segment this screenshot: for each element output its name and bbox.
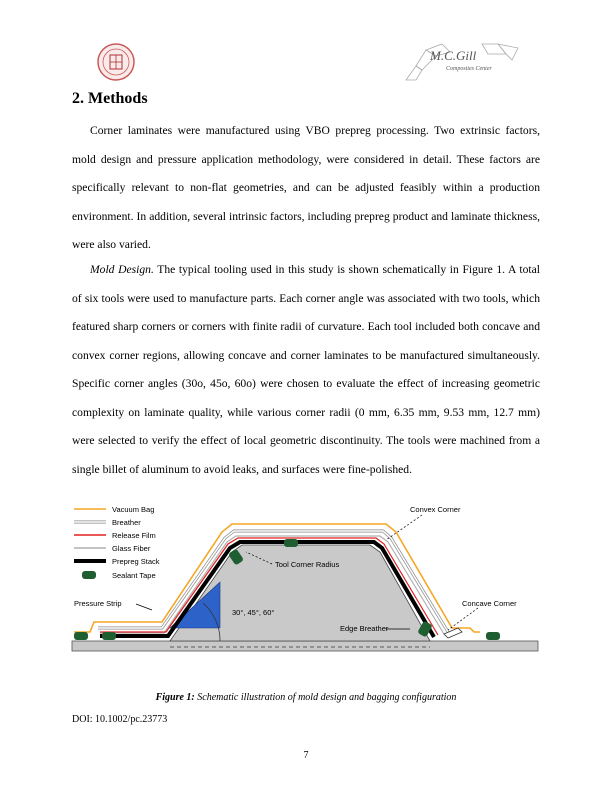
- logo-name-text: M.C.Gill: [430, 48, 477, 63]
- page-number: 7: [303, 750, 309, 761]
- paragraph-methods-intro: Corner laminates were manufactured using VBO prepreg processing. Two extrinsic factors, mold design and pressure application methodology, were considered in detail. These factors are specifically relevant to non-flat geometries, and can be adjusted feasibly within a production environment. In addition, several intrinsic factors, including prepreg product and laminate thickness, were also varied.: [72, 124, 540, 251]
- section-title: 2. Methods: [72, 90, 148, 107]
- university-seal-logo: [96, 42, 136, 82]
- label-corner-angles: 30°, 45°, 60°: [232, 608, 275, 617]
- sealant-tape: [486, 632, 500, 640]
- mold-design-lead: Mold Design.: [90, 263, 154, 276]
- doi-reference: DOI: 10.1002/pc.23773: [72, 714, 168, 725]
- sealant-tape: [102, 632, 116, 640]
- figure-legend: [74, 505, 160, 580]
- label-concave-corner: Concave Corner: [462, 599, 517, 608]
- paragraph-mold-design: [72, 256, 540, 484]
- label-pressure-strip: Pressure Strip: [74, 599, 122, 608]
- mc-gill-composites-logo: [402, 40, 522, 84]
- label-edge-breather: Edge Breather: [340, 624, 389, 633]
- figure-caption-label: Figure 1:: [155, 692, 195, 703]
- mold-design-body: The typical tooling used in this study is shown schematically in Figure 1. A total of six tools were used to manufacture parts. Each corner angle was associated with two tools, which featured sharp corners or corners with finite radii of curvature. Each tool included both concave and convex corner regions, allowing concave and corner laminates to be manufactured simultaneously. Specific corner angles (30o, 45o, 60o) were chosen to evaluate the effect of increasing geometric complexity on laminate quality, while various corner radii (0 mm, 6.35 mm, 9.53 mm, 12.7 mm) were selected to verify the effect of local geometric discontinuity. The tools were machined from a single billet of aluminum to avoid leaks, and surfaces were fine-polished.: [72, 263, 540, 476]
- legend-sealant-tape: Sealant Tape: [112, 571, 156, 580]
- figure-caption-text: Schematic illustration of mold design and bagging configuration: [194, 692, 457, 703]
- label-convex-corner: Convex Corner: [410, 505, 461, 514]
- legend-glass-fiber: Glass Fiber: [112, 544, 151, 553]
- figure-caption: [0, 692, 612, 703]
- sealant-tape: [284, 539, 298, 547]
- logo-subtitle-text: Composites Center: [446, 66, 492, 72]
- legend-breather: Breather: [112, 518, 141, 527]
- sealant-tape: [74, 632, 88, 640]
- label-tool-corner-radius: Tool Corner Radius: [275, 560, 340, 569]
- figure-mold-schematic: [70, 500, 540, 660]
- base-plate: [72, 641, 538, 651]
- legend-prepreg-stack: Prepreg Stack: [112, 557, 160, 566]
- legend-release-film: Release Film: [112, 531, 156, 540]
- legend-vacuum-bag: Vacuum Bag: [112, 505, 155, 514]
